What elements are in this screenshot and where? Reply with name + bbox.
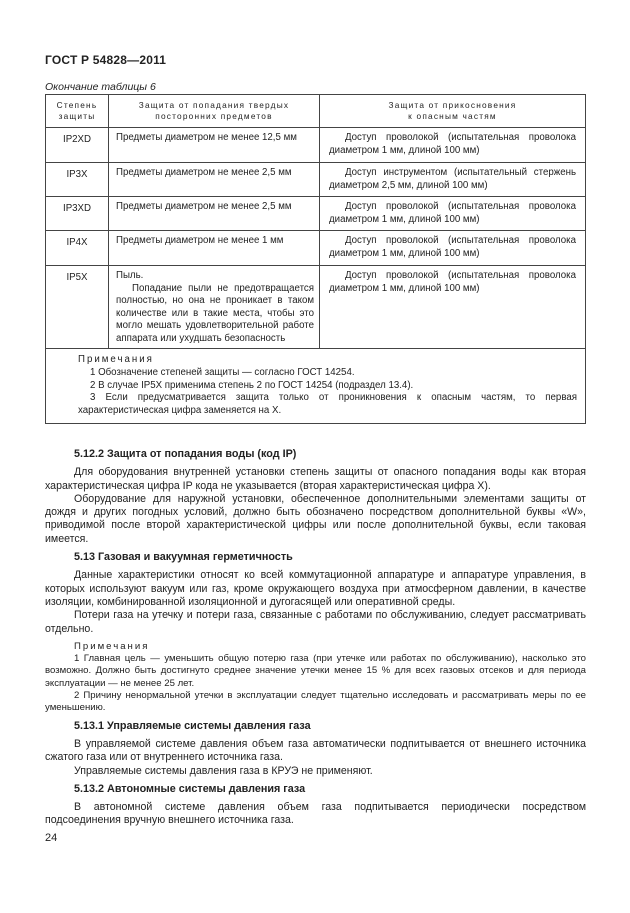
note: 1 Главная цель — уменьшить общую потерю газа (при утечке или работах по обслуживанию), насколько это возможно. Должно быть достигнуто среднее значение утечки менее 15 % для всех газовых отсеков и для периода эксплуатации — не менее 25 лет. [45, 653, 586, 689]
table-note: 2 В случае IP5X применима степень 2 по ГОСТ 14254 (подраздел 13.4). [90, 379, 414, 391]
paragraph: Данные характеристики относят ко всей коммутационной аппаратуре и аппаратуре управления, в которых используют вакуум или газ, кроме окружающего воздуха при атмосферном давлении, в качестве изоляции, комбинированной изоляционной и дугогасящей или оперативной среды. [45, 569, 586, 608]
section-heading-5-13-1: 5.13.1 Управляемые системы давления газа [74, 719, 311, 732]
row-contact: Доступ проволокой (испытательная проволока диаметром 1 мм, длиной 100 мм) [320, 128, 586, 163]
table-row [46, 197, 585, 231]
table-note: 1 Обозначение степеней защиты — согласно ГОСТ 14254. [90, 367, 355, 379]
protection-table [45, 94, 586, 424]
row-solids: Предметы диаметром не менее 2,5 мм [109, 197, 320, 231]
row-solids: Предметы диаметром не менее 2,5 мм [109, 163, 320, 197]
col-header-solids-line: посторонних предметов [155, 110, 273, 121]
row-code: IP3XD [46, 197, 109, 231]
section-notes-heading: Примечания [74, 640, 150, 652]
paragraph: В автономной системе давления объем газа подпитывается периодически посредством подсоединения вручную внешнего источника газа. [45, 801, 586, 827]
col-header-solids [109, 95, 320, 128]
table-notes-heading: Примечания [78, 354, 154, 365]
table-row [46, 163, 585, 197]
row-solids-title: Пыль. [116, 270, 144, 281]
table-row [46, 231, 585, 266]
row-code: IP2XD [46, 128, 109, 163]
table-note: 3 Если предусматривается защита только от проникновения к опасным частям, то первая характеристическая цифра заменяется на X. [78, 392, 577, 416]
row-solids: Предметы диаметром не менее 1 мм [109, 231, 320, 266]
row-contact: Доступ проволокой (испытательная проволока диаметром 1 мм, длиной 100 мм) [320, 197, 586, 231]
col-header-degree-line: защиты [58, 110, 96, 121]
paragraph: Потери газа на утечку и потери газа, связанные с работами по обслуживанию, следует рассматривать отдельно. [45, 609, 586, 635]
table-row [46, 266, 585, 349]
col-header-solids-line: Защита от попадания твердых [138, 99, 290, 110]
row-solids: Предметы диаметром не менее 12,5 мм [109, 128, 320, 163]
col-header-degree-line: Степень [56, 99, 98, 110]
section-notes [45, 641, 586, 715]
col-header-contact-line: Защита от прикосновения [388, 99, 517, 110]
protection-table-grid [46, 95, 585, 349]
paragraph: Оборудование для наружной установки, обеспеченное дополнительными элементами защиты от дождя и других погодных условий, должно быть обозначено посредством дополнительной буквы «W», приводимой после второй характеристической цифры или после дополнительной буквы, если таковая имеется. [45, 492, 586, 545]
col-header-contact [320, 95, 586, 128]
table-row [46, 128, 585, 163]
row-solids-cell [109, 266, 320, 349]
note: 2 Причину ненормальной утечки в эксплуатации следует тщательно исследовать и рассматривать меры по ее уменьшению. [45, 690, 586, 714]
row-contact: Доступ проволокой (испытательная проволока диаметром 1 мм, длиной 100 мм) [320, 231, 586, 266]
row-solids: Попадание пыли не предотвращается полностью, но она не проникает в таком количестве или в такие места, чтобы это могло мешать удовлетворительной работе аппарата или ухудшать безопасность [116, 282, 314, 344]
table-notes [46, 349, 585, 423]
section-heading-5-13-2: 5.13.2 Автономные системы давления газа [74, 782, 306, 795]
row-code: IP3X [46, 163, 109, 197]
col-header-degree [46, 95, 109, 128]
paragraph: Управляемые системы давления газа в КРУЭ не применяют. [74, 764, 373, 777]
section-heading-5-13: 5.13 Газовая и вакуумная герметичность [74, 551, 293, 564]
row-code: IP4X [46, 231, 109, 266]
paragraph: Для оборудования внутренней установки степень защиты от опасного попадания воды как вторая характеристическая цифра IP кода не указывается (вторая характеристическая цифра X). [45, 466, 586, 492]
row-contact: Доступ проволокой (испытательная проволока диаметром 1 мм, длиной 100 мм) [320, 266, 586, 349]
col-header-contact-line: к опасным частям [408, 110, 497, 121]
body-text [45, 448, 586, 828]
row-contact: Доступ инструментом (испытательный стержень диаметром 2,5 мм, длиной 100 мм) [320, 163, 586, 197]
document-header: ГОСТ Р 54828—2011 [45, 53, 167, 67]
table-header-row [46, 95, 585, 128]
row-code: IP5X [46, 266, 109, 349]
section-heading-5-12-2: 5.12.2 Защита от попадания воды (код IP) [74, 448, 297, 460]
paragraph: В управляемой системе давления объем газа автоматически подпитывается от внешнего источника сжатого газа или от внутреннего источника газа. [45, 737, 586, 764]
page-number: 24 [45, 832, 58, 844]
table-caption: Окончание таблицы 6 [45, 81, 156, 93]
